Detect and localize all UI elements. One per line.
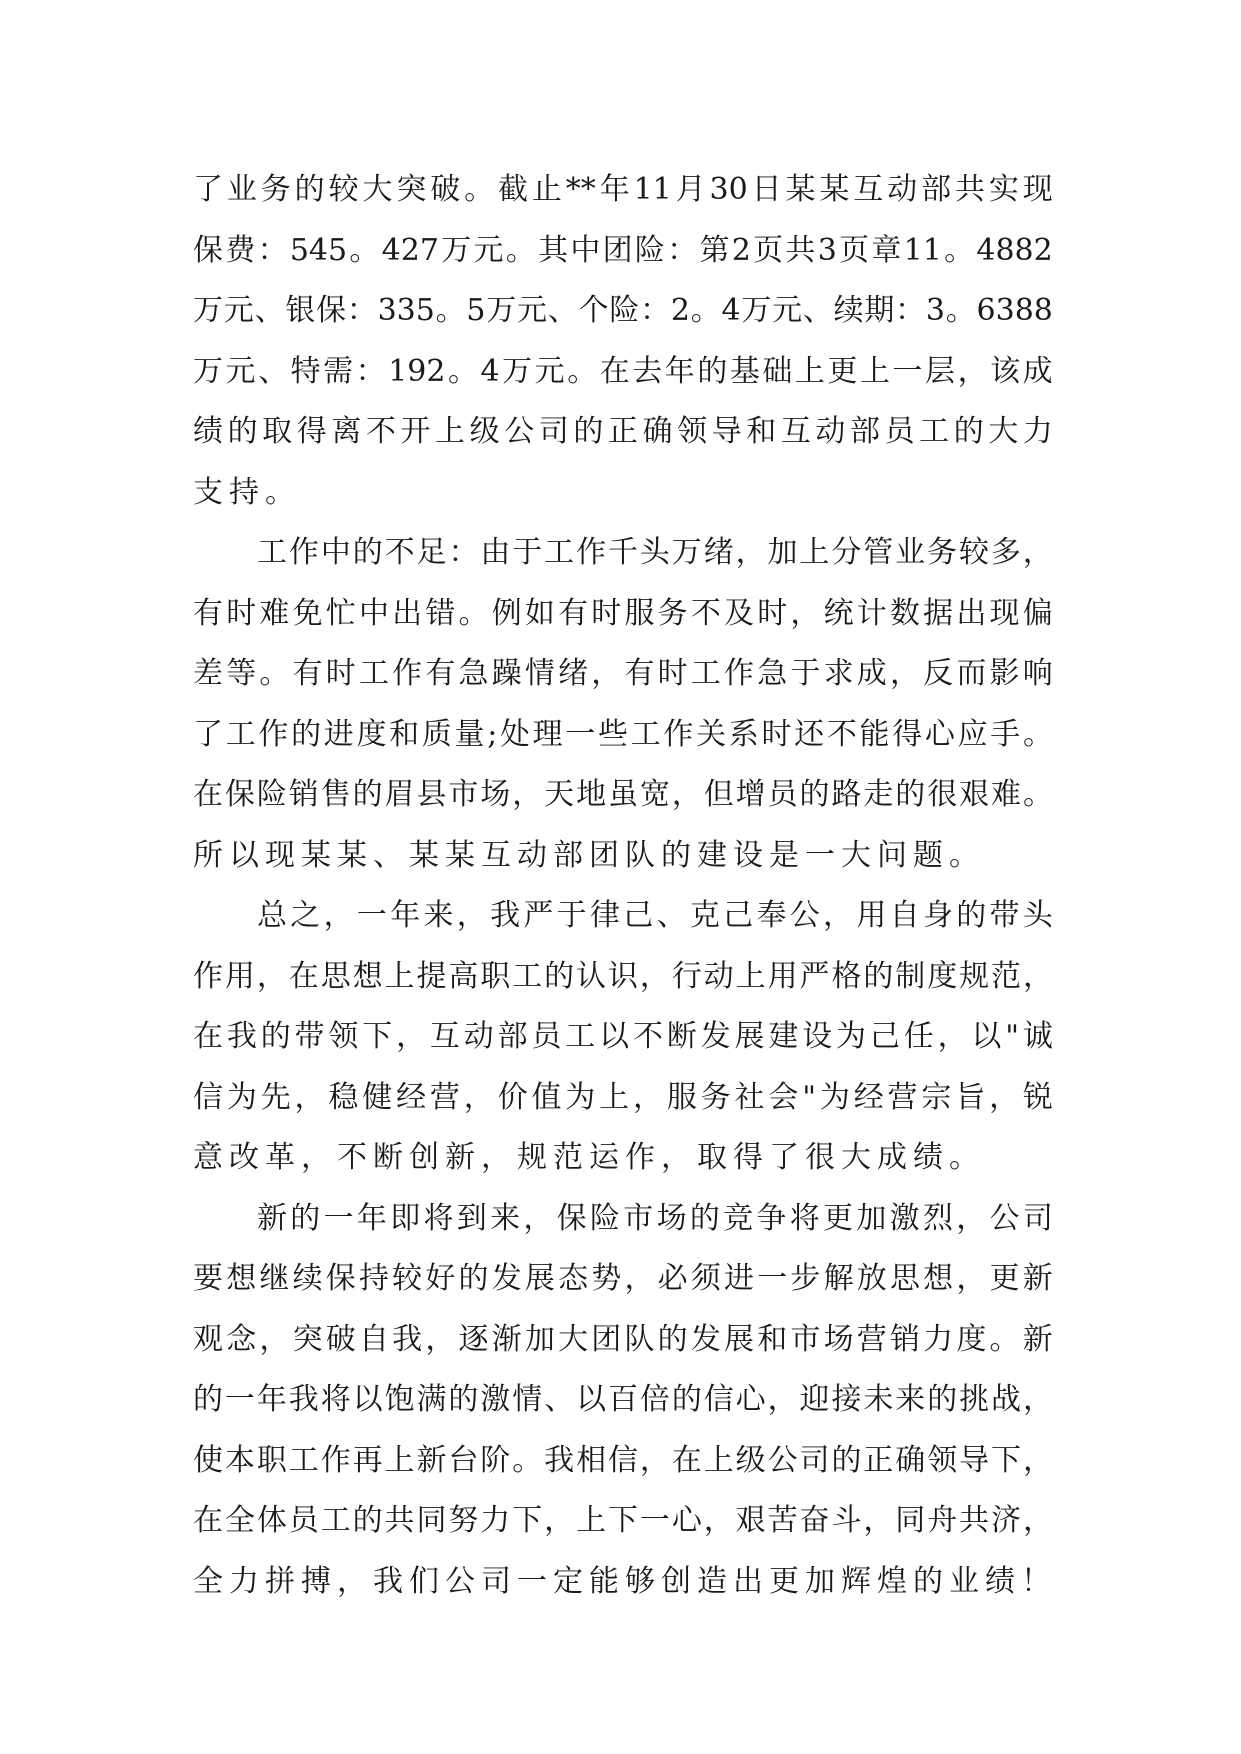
text-line: 意改革，不断创新，规范运作，取得了很大成绩。 [193, 1140, 985, 1175]
text-line: 要 想 继 续 保 持 较 好 的 发 展 态 势 ， 必 须 进 一 步 解 放 思 想 ， 更 新 [193, 1261, 1053, 1296]
text-line: 所以现某某、某某互动部团队的建设是一大问题。 [193, 837, 985, 873]
text-line: 了 工 作 的 进 度 和 质 量 ; 处 理 一 些 工 作 关 系 时 还 不 能 得 心 应 手 。 [193, 716, 1053, 752]
text-line: 作 用 ， 在 思 想 上 提 高 职 工 的 认 识 ， 行 动 上 用 严 格 的 制 度 规 范 ， [193, 958, 1053, 994]
text-line: 的 一 年 我 将 以 饱 满 的 激 情 、 以 百 倍 的 信 心 ， 迎 接 未 来 的 挑 战 ， [193, 1382, 1053, 1417]
text-line: 新 的 一 年 即 将 到 来 ， 保 险 市 场 的 竞 争 将 更 加 激 烈 ， 公 司 [257, 1200, 1053, 1236]
text-line: 在 全 体 员 工 的 共 同 努 力 下 ， 上 下 一 心 ， 艰 苦 奋 斗 ， 同 舟 共 济 ， [193, 1503, 1053, 1538]
text-line: 观 念 ， 突 破 自 我 ， 逐 渐 加 大 团 队 的 发 展 和 市 场 营 销 力 度 。 新 [193, 1321, 1053, 1357]
text-line: 在 我 的 带 领 下 ， 互 动 部 员 工 以 不 断 发 展 建 设 为 己 任 ， 以 " 诚 [193, 1019, 1053, 1054]
text-line: 总 之 ， 一 年 来 ， 我 严 于 律 己 、 克 己 奉 公 ， 用 自 身 的 带 头 [257, 898, 1053, 933]
text-line: 了 业 务 的 较 大 突 破 。 截 止 ** 年 11 月 30 日 某 某 互 动 部 共 实 现 [193, 172, 1053, 207]
text-line: 支持。 [193, 474, 301, 510]
text-line: 保 费 ： 545 。 427 万 元 。 其 中 团 险 ： 第 2 页 共 3 页 章 11 。 4882 [193, 232, 1053, 268]
text-line: 绩 的 取 得 离 不 开 上 级 公 司 的 正 确 领 导 和 互 动 部 员 工 的 大 力 [193, 414, 1053, 449]
text-line: 工 作 中 的 不 足 ： 由 于 工 作 千 头 万 绪 ， 加 上 分 管 业 务 较 多 ， [257, 535, 1053, 570]
text-line: 在 保 险 销 售 的 眉 县 市 场 ， 天 地 虽 宽 ， 但 增 员 的 路 走 的 很 艰 难 。 [193, 777, 1053, 812]
text-line: 使 本 职 工 作 再 上 新 台 阶 。 我 相 信 ， 在 上 级 公 司 的 正 确 领 导 下 ， [193, 1442, 1053, 1478]
text-line: 万 元 、 银 保 ： 335 。 5 万 元 、 个 险 ： 2 。 4 万 元 、 续 期 ： 3 。 6388 [193, 293, 1053, 328]
text-line: 有 时 难 免 忙 中 出 错 。 例 如 有 时 服 务 不 及 时 ， 统 计 数 据 出 现 偏 [193, 595, 1053, 631]
text-line: 差 等 。 有 时 工 作 有 急 躁 情 绪 ， 有 时 工 作 急 于 求 成 ， 反 而 影 响 [193, 656, 1053, 691]
body-text [193, 160, 1057, 1612]
text-line: 全力拼搏，我们公司一定能够创造出更加辉煌的业绩！ [193, 1563, 1057, 1599]
text-line: 万 元 、 特 需 ： 192 。 4 万 元 。 在 去 年 的 基 础 上 更 上 一 层 ， 该 成 [193, 353, 1053, 389]
text-line: 信 为 先 ， 稳 健 经 营 ， 价 值 为 上 ， 服 务 社 会 " 为 经 营 宗 旨 ， 锐 [193, 1079, 1053, 1115]
